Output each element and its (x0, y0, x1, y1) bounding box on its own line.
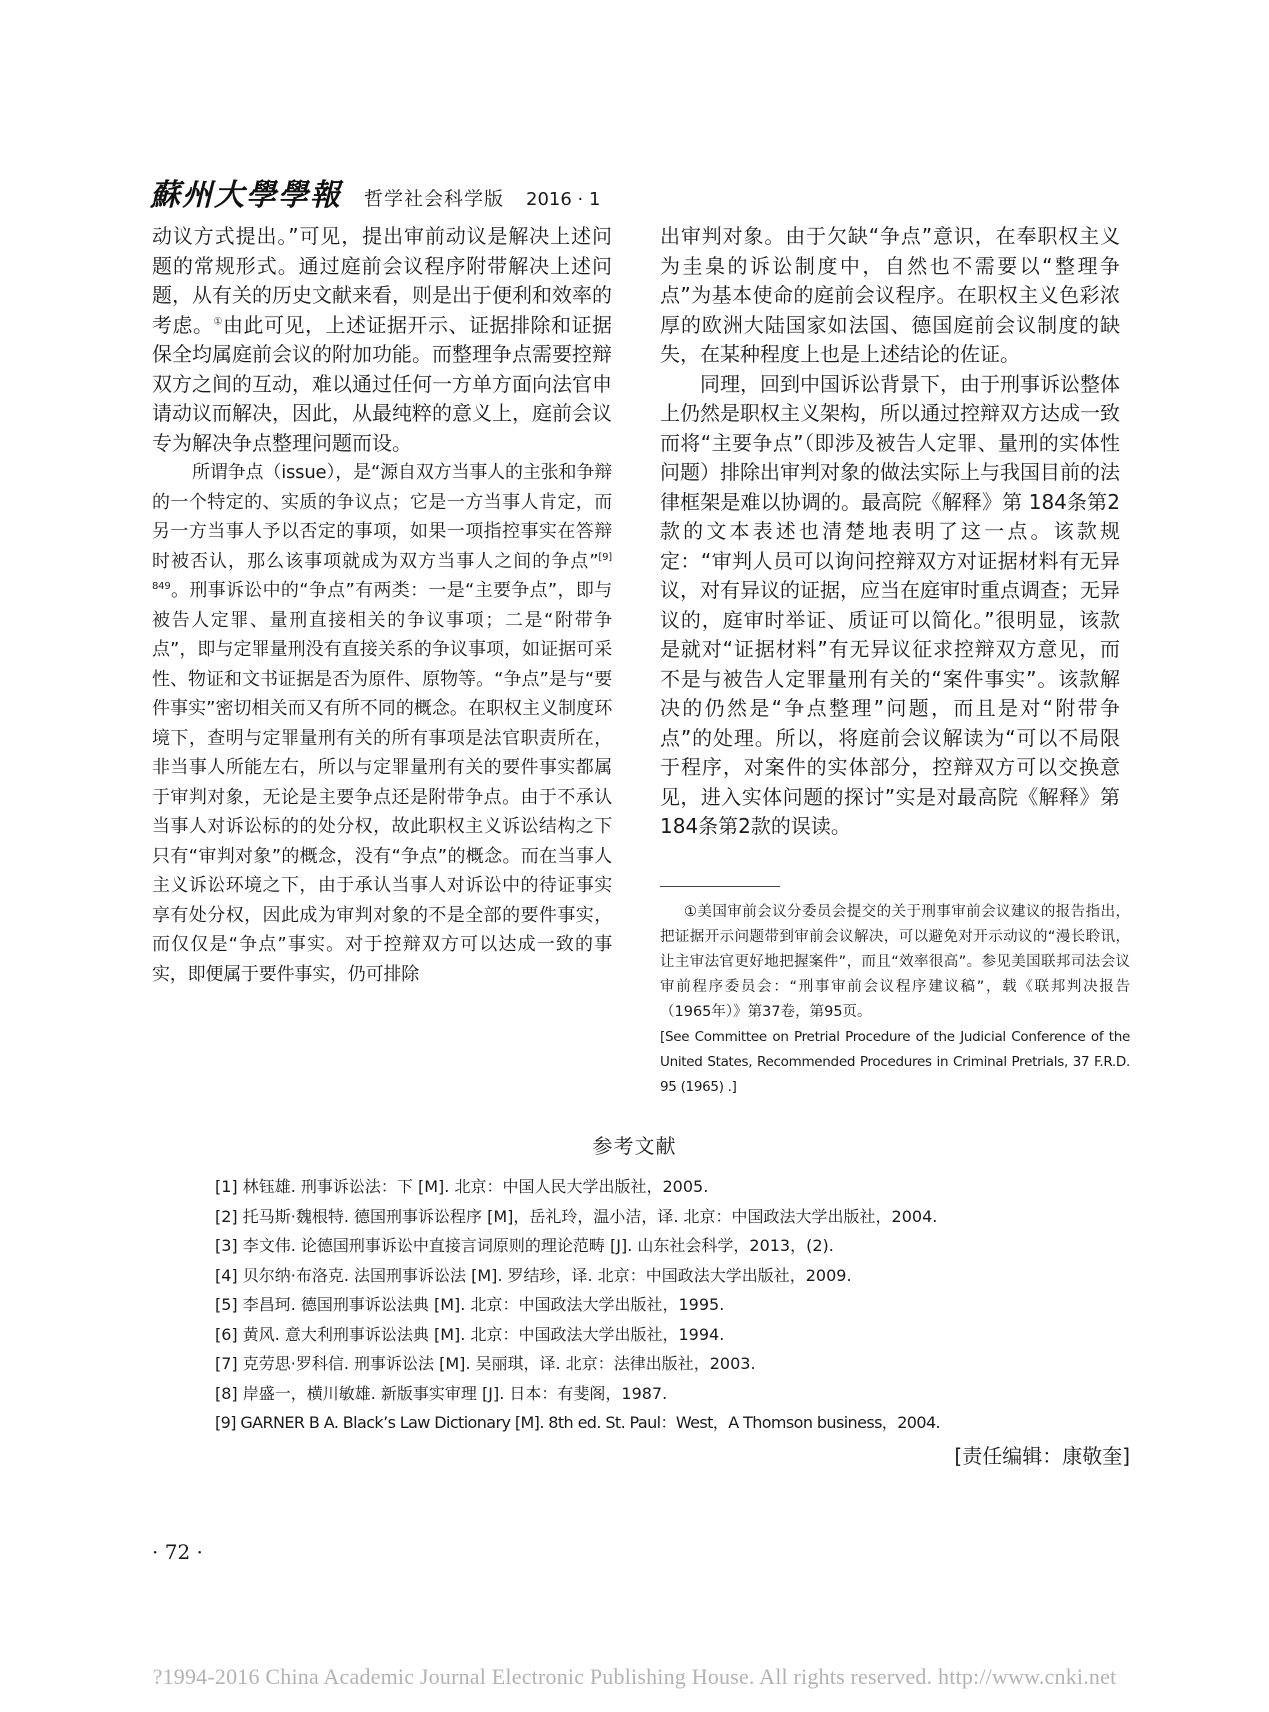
paragraph: 同理，回到中国诉讼背景下，由于刑事诉讼整体上仍然是职权主义架构，所以通过控辩双方达成一致而将“主要争点”（即涉及被告人定罪、量刑的实体性问题）排除出审判对象的做法实际上与我国目前的法律框架是难以协调的。最高院《解释》第 184条第2款的文本表述也清楚地表明了这一点。该款规定：“审判人员可以询问控辩双方对证据材料有无异议，对有异议的证据，应当在庭审时重点调查；无异议的，庭审时举证、质证可以简化。”很明显，该款是就对“证据材料”有无异议征求控辩双方意见，而不是与被告人定罪量刑有关的“案件事实”。该款解决的仍然是“争点整理”问题，而且是对“附带争点”的处理。所以，将庭前会议解读为“可以不局限于程序，对案件的实体部分，控辩双方可以交换意见，进入实体问题的探讨”实是对最高院《解释》第 184条第2款的误读。 (660, 371, 1120, 838)
paragraph: 出审判对象。由于欠缺“争点”意识，在奉职权主义为圭臬的诉讼制度中，自然也不需要以“整理争点”为基本使命的庭前会议程序。在职权主义色彩浓厚的欧洲大陆国家如法国、德国庭前会议制度的缺失，在某种程度上也是上述结论的佐证。 (660, 224, 1120, 366)
paragraph (152, 222, 612, 458)
references-title: 参考文献 (592, 1134, 677, 1158)
page-number: · 72 · (152, 1540, 203, 1564)
paragraph (152, 458, 612, 989)
reference-item: [7] 克劳思·罗科信. 刑事诉讼法 [M]. 吴丽琪，译. 北京：法律出版社，2003. (215, 1354, 756, 1373)
reference-item: [6] 黄风. 意大利刑事诉讼法典 [M]. 北京：中国政法大学出版社，1994. (215, 1324, 725, 1344)
reference-item: [4] 贝尔纳·布洛克. 法国刑事诉讼法 [M]. 罗结珍，译. 北京：中国政法大学出版社，2009. (215, 1265, 852, 1285)
footnote (660, 900, 1130, 1100)
reference-item: [2] 托马斯·魏根特. 德国刑事诉讼程序 [M]，岳礼玲，温小洁，译. 北京：中国政法大学出版社，2004. (215, 1206, 938, 1226)
journal-issue: 2016 · 1 (526, 189, 601, 210)
paragraph-text: 动议方式提出。”可见，提出审前动议是解决上述问题的常规形式。通过庭前会议程序附带解决上述问题，从有关的历史文献来看，则是出于便利和效率的考虑。 (152, 224, 612, 337)
reference-item: [8] 岸盛一，横川敏雄. 新版事实审理 [J]. 日本：有斐阁，1987. (215, 1383, 668, 1403)
footnote-english: [See Committee on Pretrial Procedure of the Judicial Conference of the United States, Recommended Procedures in Criminal Pretrials, 37 F.R.D. 95 (1965) .] (660, 1029, 1130, 1095)
footnote-divider (660, 886, 780, 887)
citation-mark: [9] 849 (152, 551, 612, 592)
copyright-footer: ?1994-2016 China Academic Journal Electronic Publishing House. All rights reserved. http://www.cnki.net (152, 1664, 1117, 1689)
reference-item: [1] 林钰雄. 刑事诉讼法：下 [M]. 北京：中国人民大学出版社，2005. (215, 1177, 709, 1196)
reference-item: [3] 李文伟. 论德国刑事诉讼中直接言词原则的理论范畴 [J]. 山东社会科学，2013，(2). (215, 1236, 834, 1255)
left-column (152, 222, 612, 989)
paragraph-text: 由此可见，上述证据开示、证据排除和证据保全均属庭前会议的附加功能。而整理争点需要控辩双方之间的互动，难以通过任何一方单方面向法官申请动议而解决，因此，从最纯粹的意义上，庭前会议专为解决争点整理问题而设。 (152, 312, 613, 455)
journal-header (150, 170, 620, 213)
right-column (660, 222, 1120, 842)
responsible-editor: [责任编辑：康敬奎] (954, 1444, 1130, 1468)
footnote-mark: ① (213, 315, 223, 327)
journal-name: 蘇州大學學報 (150, 178, 342, 213)
references-list (215, 1172, 1135, 1438)
paragraph-text: 所谓争点（issue），是“源自双方当事人的主张和争辩的一个特定的、实质的争议点；它是一方当事人肯定，而另一方当事人予以否定的事项，如果一项指控事实在答辩时被否认，那么该事项就成为双方当事人之间的争点” (152, 462, 612, 572)
footnote-text: ①美国审前会议分委员会提交的关于刑事审前会议建议的报告指出，把证据开示问题带到审前会议解决，可以避免对开示动议的“漫长聆讯，让主审法官更好地把握案件”，而且“效率很高”。参见美国联邦司法会议审前程序委员会：“刑事审前会议程序建议稿”，载《联邦判决报告（1965年）》第37卷，第95页。 (660, 904, 1130, 1020)
journal-subtitle: 哲学社会科学版 (364, 188, 505, 210)
reference-item: [9] GARNER B A. Black’s Law Dictionary [M]. 8th ed. St. Paul：West，A Thomson business，2004. (215, 1413, 941, 1432)
reference-item: [5] 李昌珂. 德国刑事诉讼法典 [M]. 北京：中国政法大学出版社，1995. (215, 1295, 725, 1314)
paragraph-text: 。刑事诉讼中的“争点”有两类：一是“主要争点”，即与被告人定罪、量刑直接相关的争议事项；二是“附带争点”，即与定罪量刑没有直接关系的争议事项，如证据可采性、物证和文书证据是否为原件、原物等。“争点”是与“要件事实”密切相关而又有所不同的概念。在职权主义制度环境下，查明与定罪量刑有关的所有事项是法官职责所在，非当事人所能左右，所以与定罪量刑有关的要件事实都属于审判对象，无论是主要争点还是附带争点。由于不承认当事人对诉讼标的的处分权，故此职权主义诉讼结构之下只有“审判对象”的概念，没有“争点”的概念。而在当事人主义诉讼环境之下，由于承认当事人对诉讼中的待证事实享有处分权，因此成为审判对象的不是全部的要件事实，而仅仅是“争点”事实。对于控辩双方可以达成一致的事实，即便属于要件事实，仍可排除 (152, 580, 612, 985)
